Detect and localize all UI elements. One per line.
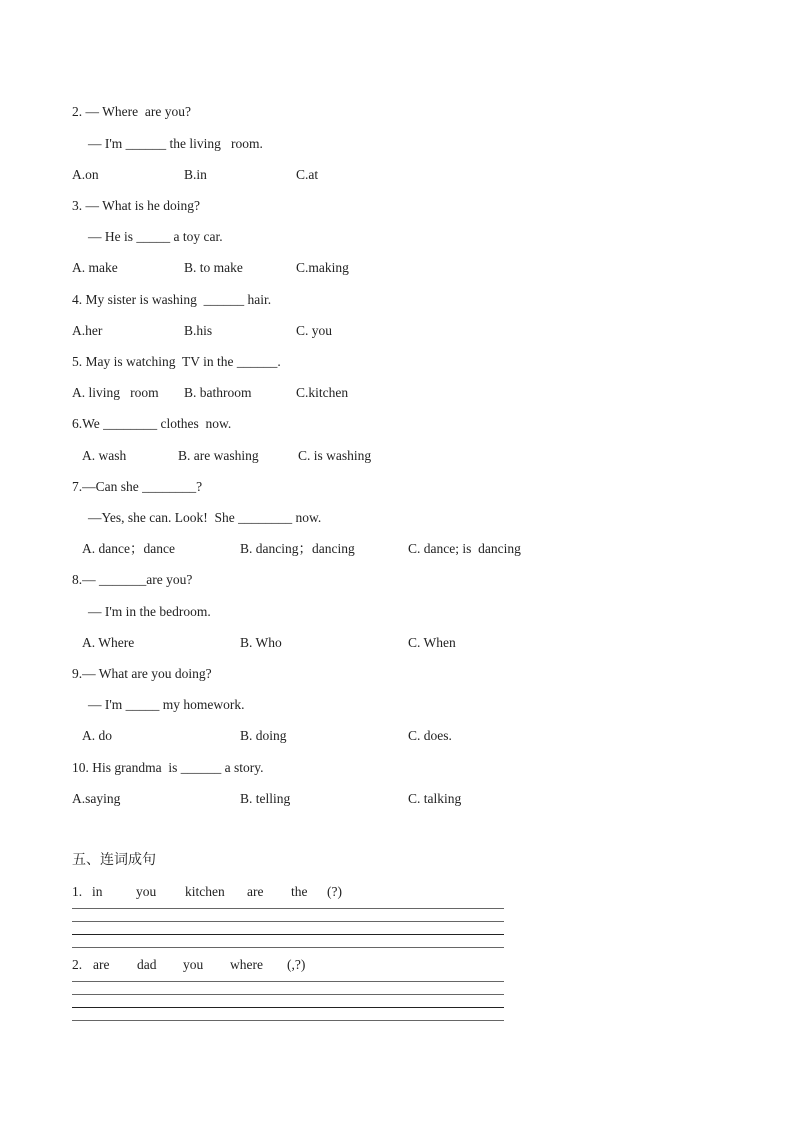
q2-option-b: B.in: [184, 167, 207, 182]
answer-line: [72, 1007, 504, 1008]
q3-reply: — He is _____ a toy car.: [88, 229, 223, 244]
q9-stem: 9.— What are you doing?: [72, 666, 212, 681]
s1-word: you: [136, 884, 157, 899]
q5-option-b: B. bathroom: [184, 385, 252, 400]
q7-option-c: C. dance; is dancing: [408, 541, 521, 556]
q5-stem: 5. May is watching TV in the ______.: [72, 354, 281, 369]
q4-option-c: C. you: [296, 323, 333, 338]
q3-stem: 3. — What is he doing?: [72, 198, 200, 213]
q8-option-b: B. Who: [240, 635, 282, 650]
s2-word: you: [183, 957, 204, 972]
answer-line: [72, 981, 504, 982]
q6-option-c: C. is washing: [298, 448, 372, 463]
q2-option-c: C.at: [296, 167, 319, 182]
s1-word: (?): [327, 884, 342, 899]
answer-line: [72, 947, 504, 948]
s2-word: where: [230, 957, 263, 972]
s2-word: (,?): [287, 957, 306, 972]
q2-reply: — I'm ______ the living room.: [88, 136, 263, 151]
q9-reply: — I'm _____ my homework.: [88, 697, 245, 712]
q10-option-b: B. telling: [240, 791, 291, 806]
q7-option-a: A. dance；dance: [82, 541, 175, 556]
s1-word: are: [247, 884, 264, 899]
answer-line: [72, 921, 504, 922]
q9-option-b: B. doing: [240, 728, 287, 743]
q8-option-c: C. When: [408, 635, 456, 650]
q3-option-c: C.making: [296, 260, 349, 275]
s2-word: are: [93, 957, 110, 972]
q8-option-a: A. Where: [82, 635, 135, 650]
s1-word: in: [92, 884, 103, 899]
q9-option-a: A. do: [82, 728, 112, 743]
q6-stem: 6.We ________ clothes now.: [72, 416, 232, 431]
q4-option-a: A.her: [72, 323, 103, 338]
q2-option-a: A.on: [72, 167, 99, 182]
q5-option-c: C.kitchen: [296, 385, 349, 400]
q8-reply: — I'm in the bedroom.: [88, 604, 211, 619]
q3-option-a: A. make: [72, 260, 118, 275]
s1-word: kitchen: [185, 884, 225, 899]
q6-option-b: B. are washing: [178, 448, 259, 463]
answer-line: [72, 934, 504, 935]
q10-stem: 10. His grandma is ______ a story.: [72, 760, 264, 775]
q9-option-c: C. does.: [408, 728, 452, 743]
q10-option-c: C. talking: [408, 791, 462, 806]
q10-option-a: A.saying: [72, 791, 121, 806]
s2-word: dad: [137, 957, 157, 972]
answer-line: [72, 994, 504, 995]
q6-option-a: A. wash: [82, 448, 127, 463]
s1-word: the: [291, 884, 308, 899]
s2-number: 2.: [72, 957, 83, 972]
q7-stem: 7.—Can she ________?: [72, 479, 203, 494]
q5-option-a: A. living room: [72, 385, 159, 400]
answer-line: [72, 908, 504, 909]
q4-option-b: B.his: [184, 323, 213, 338]
q2-stem: 2. — Where are you?: [72, 104, 191, 119]
s1-number: 1.: [72, 884, 83, 899]
q4-stem: 4. My sister is washing ______ hair.: [72, 292, 272, 307]
q7-option-b: B. dancing；dancing: [240, 541, 355, 556]
q3-option-b: B. to make: [184, 260, 243, 275]
section-heading: 五、连词成句: [72, 852, 156, 868]
answer-line: [72, 1020, 504, 1021]
q7-reply: —Yes, she can. Look! She ________ now.: [88, 510, 322, 525]
q8-stem: 8.— _______are you?: [72, 572, 193, 587]
